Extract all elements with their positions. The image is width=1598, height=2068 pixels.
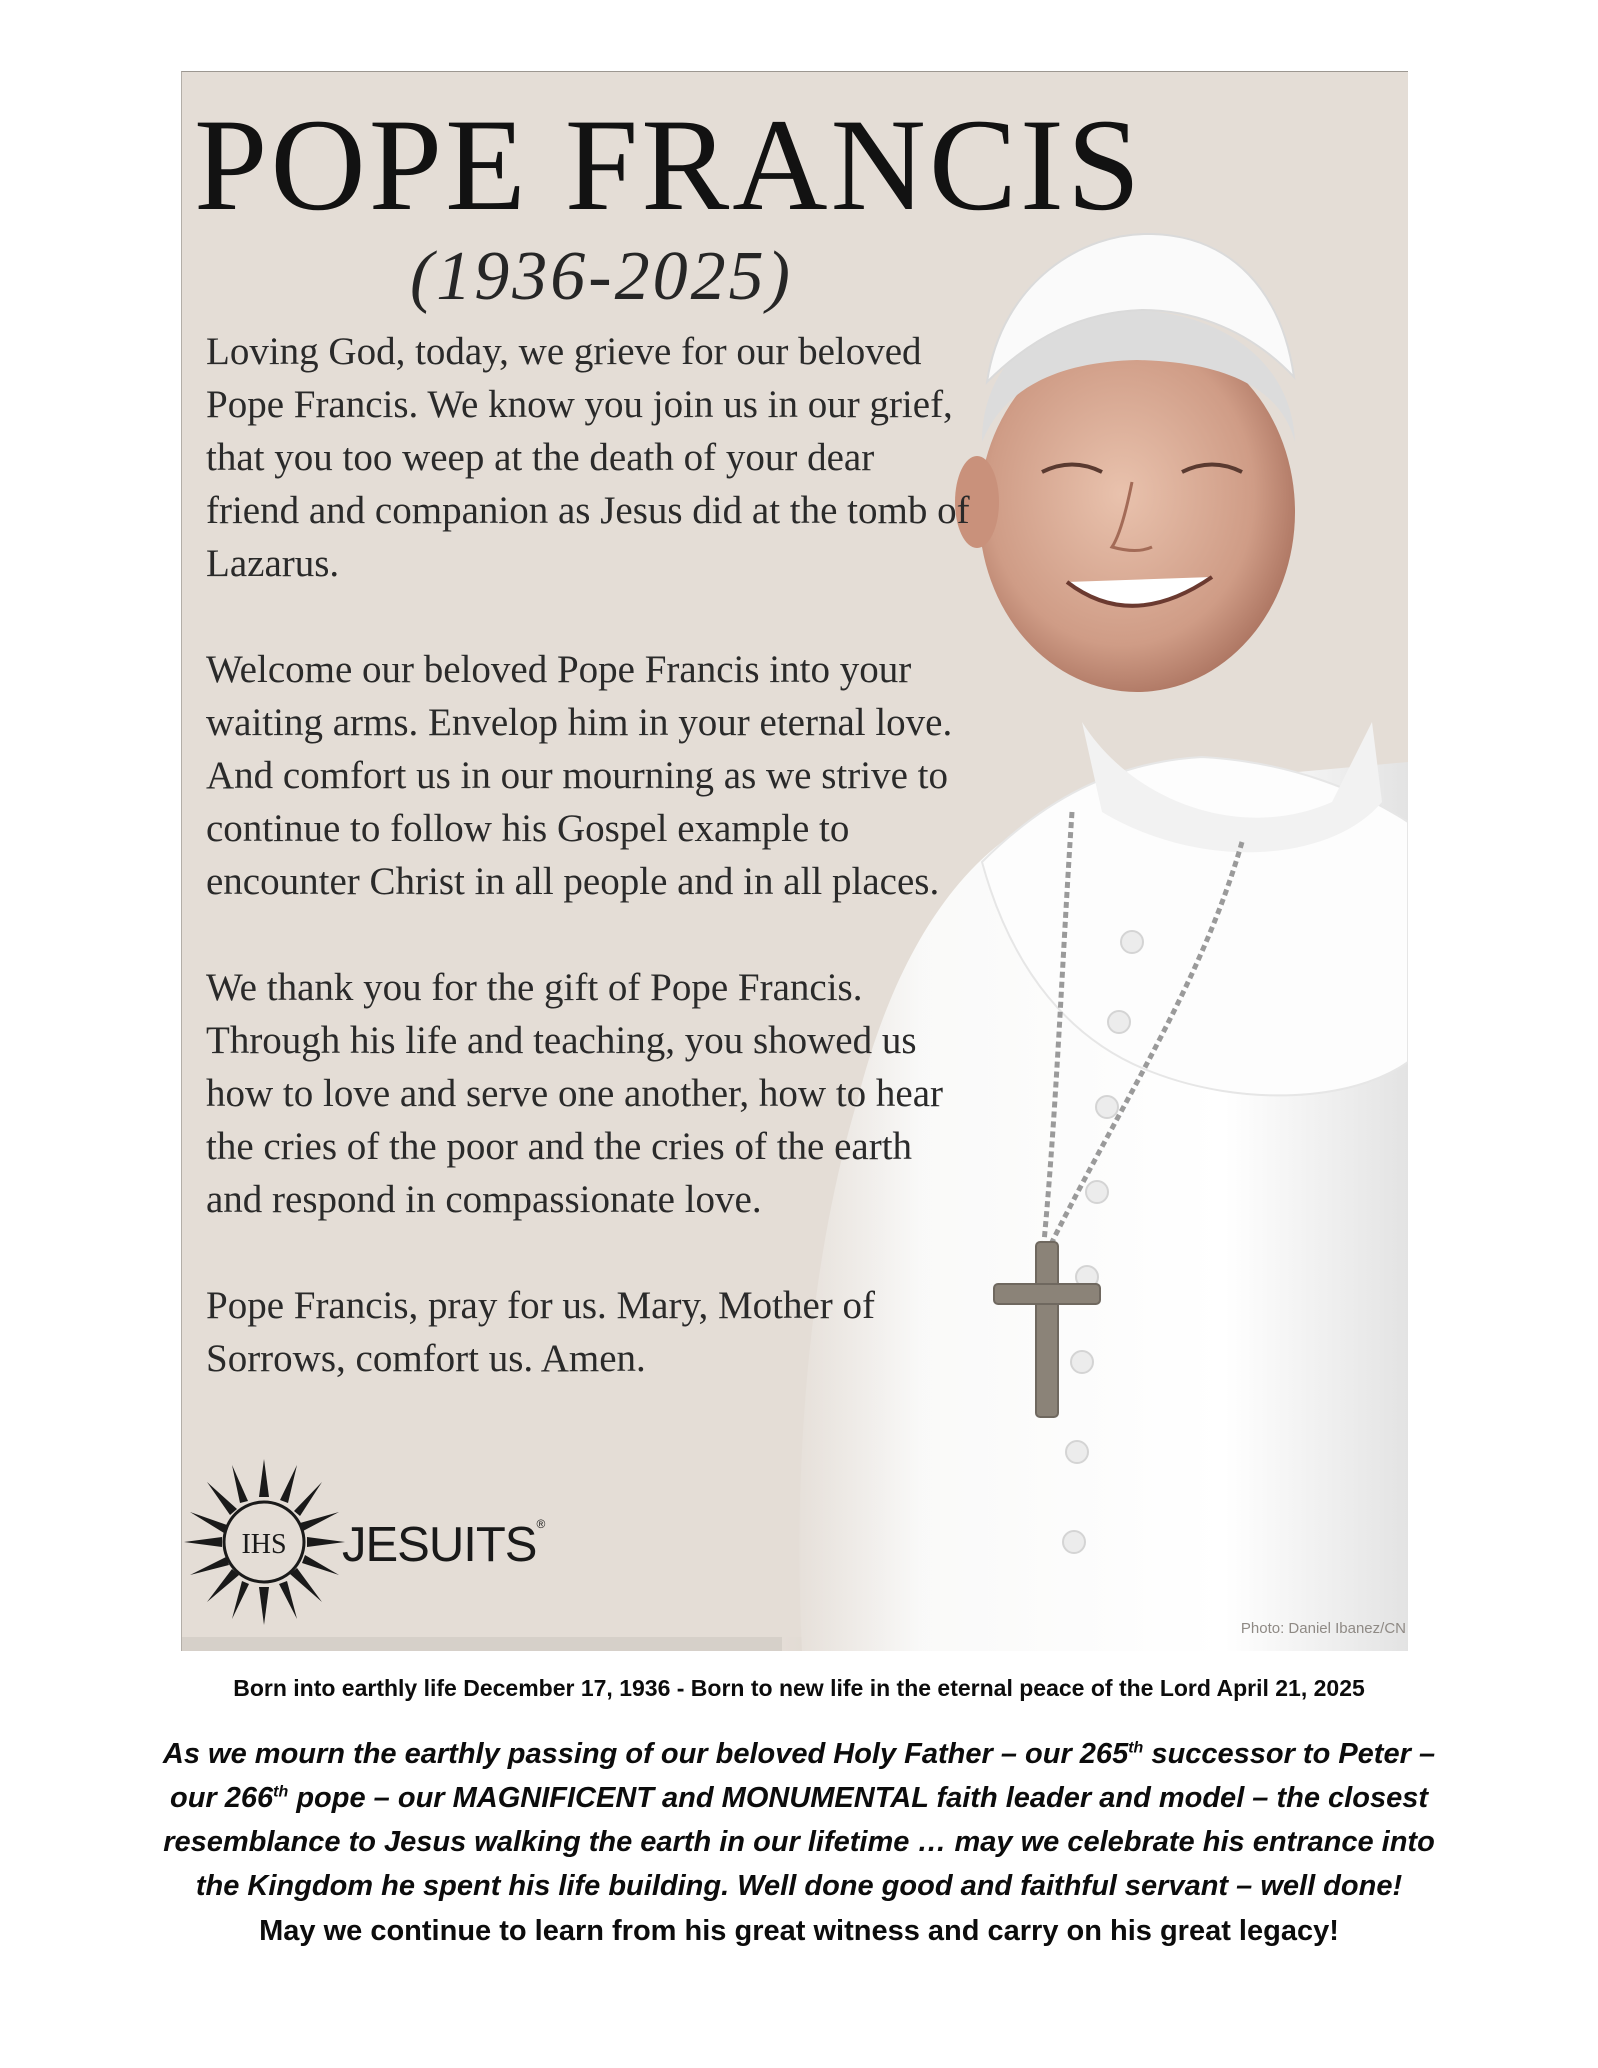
ordinal-suffix: th [1128,1739,1144,1757]
tribute-line [0,1732,1598,1776]
tribute-text [0,1732,1598,1908]
registered-mark: ® [536,1517,546,1531]
photo-credit: Photo: Daniel Ibanez/CN [1240,1620,1406,1637]
logo-text: JESUITS [342,1518,537,1572]
tribute-line-3: resemblance to Jesus walking the earth in our lifetime … may we celebrate his entrance into [163,1826,1435,1858]
closing-line: May we continue to learn from his great witness and carry on his great legacy! [259,1915,1339,1947]
tribute-line-1-end: successor to Peter – [1143,1738,1436,1770]
jesuits-logo [182,1457,582,1637]
poster-years: (1936-2025) [410,238,793,315]
prayer-paragraph: Pope Francis, pray for us. Mary, Mother of Sorrows, comfort us. Amen. [206,1284,875,1380]
prayer-paragraph: Welcome our beloved Pope Francis into your waiting arms. Envelop him in your eternal love. And comfort us in our mourning as we strive to continue to follow his Gospel example to encounter Christ in all people and in all places. [206,648,953,903]
logo-monogram: IHS [241,1529,287,1560]
memorial-poster [181,71,1408,1651]
tribute-line [0,1776,1598,1820]
jesuits-wordmark [342,1517,545,1573]
tribute-line-2-start: our 266 [170,1782,274,1814]
tribute-line-1-start: As we mourn the earthly passing of our beloved Holy Father – our 265 [162,1738,1129,1770]
poster-title: POPE FRANCIS [194,91,1144,238]
ordinal-suffix: th [273,1783,289,1801]
prayer-paragraph: Loving God, today, we grieve for our beloved Pope Francis. We know you join us in our grief, that you too weep at the death of your dear friend and companion as Jesus did at the tomb of Lazarus. [206,330,970,585]
prayer-text [206,325,976,1385]
prayer-paragraph: We thank you for the gift of Pope Francis. Through his life and teaching, you showed us how to love and serve one another, how to hear the cries of the poor and the cries of the earth and respond in compassionate love. [206,966,944,1221]
born-line: Born into earthly life December 17, 1936 - Born to new life in the eternal peace of the Lord April 21, 2025 [233,1675,1365,1701]
tribute-line-4: the Kingdom he spent his life building. Well done good and faithful servant – well done! [195,1870,1403,1902]
tribute-line-2-end: pope – our MAGNIFICENT and MONUMENTAL faith leader and model – the closest [288,1782,1428,1814]
jesuits-sun-icon [182,1457,347,1627]
